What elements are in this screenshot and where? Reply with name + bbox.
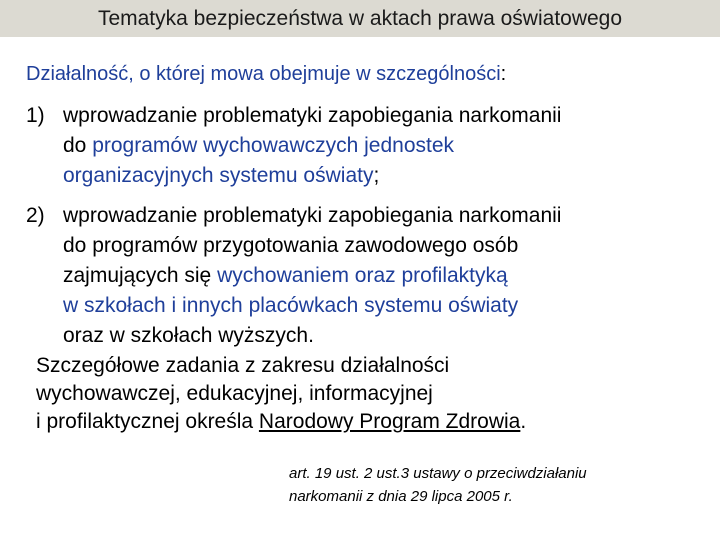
list-item bbox=[26, 101, 706, 191]
intro-text bbox=[26, 62, 706, 86]
slide-title: Tematyka bezpieczeństwa w aktach prawa oświatowego bbox=[97, 7, 623, 30]
list-item-line: oraz w szkołach wyższych. bbox=[63, 324, 314, 347]
summary-line: Szczegółowe zadania z zakresu działalności bbox=[36, 354, 450, 377]
summary-text: i profilaktycznej określa bbox=[36, 410, 259, 433]
list-item-number: 2) bbox=[26, 204, 45, 227]
intro-sentence: Działalność, o której mowa obejmuje w szczególności bbox=[26, 63, 501, 85]
intro-colon: : bbox=[500, 63, 507, 85]
list-item-line: wprowadzanie problematyki zapobiegania narkomanii bbox=[63, 204, 562, 227]
slide-title-bar bbox=[0, 0, 720, 37]
list-item-line bbox=[63, 131, 706, 161]
list-item-highlight: wychowaniem oraz profilaktyką bbox=[217, 264, 508, 287]
citation-line: narkomanii z dnia 29 lipca 2005 r. bbox=[289, 488, 513, 505]
list-item-line bbox=[63, 261, 706, 291]
program-name-underlined: Narodowy Program Zdrowia bbox=[258, 410, 521, 433]
summary-paragraph bbox=[36, 352, 706, 436]
list-item-highlight: w szkołach i innych placówkach systemu oświaty bbox=[63, 294, 519, 317]
list-item-text: do bbox=[63, 134, 93, 157]
summary-period: . bbox=[520, 410, 527, 433]
citation-line: art. 19 ust. 2 ust.3 ustawy o przeciwdziałaniu bbox=[289, 465, 587, 482]
list-item-highlight: organizacyjnych systemu oświaty bbox=[63, 164, 374, 187]
list-item bbox=[26, 201, 706, 351]
list-item-body bbox=[63, 101, 706, 191]
list-item-line: wprowadzanie problematyki zapobiegania narkomanii bbox=[63, 104, 562, 127]
list-item-number: 1) bbox=[26, 104, 45, 127]
list-item-body bbox=[63, 201, 706, 351]
list-item-line bbox=[63, 161, 706, 191]
list-item-line: do programów przygotowania zawodowego osób bbox=[63, 234, 519, 257]
list-item-text: zajmujących się bbox=[63, 264, 218, 287]
legal-citation bbox=[289, 462, 709, 508]
summary-line: wychowawczej, edukacyjnej, informacyjnej bbox=[36, 382, 433, 405]
summary-line bbox=[36, 408, 706, 436]
list-item-highlight: programów wychowawczych jednostek bbox=[92, 134, 455, 157]
list-item-text: ; bbox=[373, 164, 380, 187]
